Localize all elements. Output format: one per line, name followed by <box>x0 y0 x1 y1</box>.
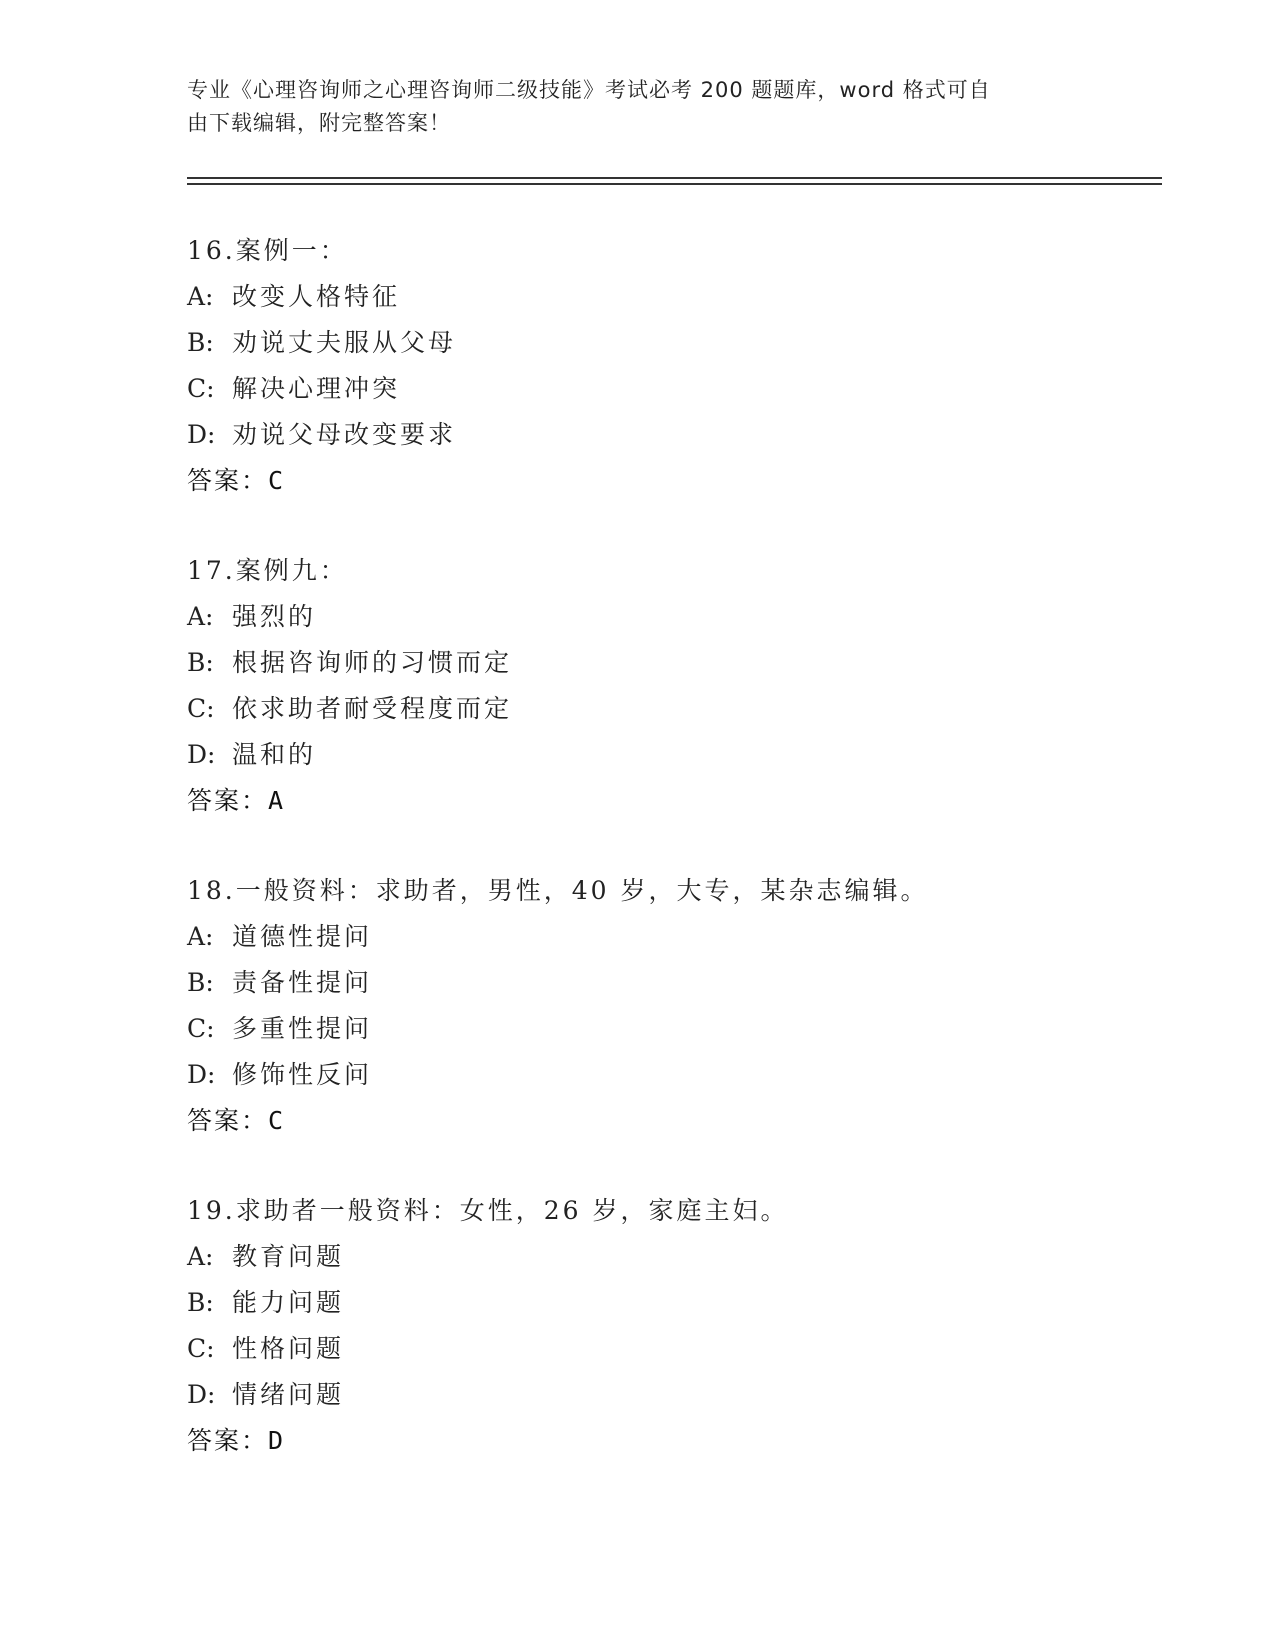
option-letter: D: <box>187 1060 216 1089</box>
option-letter: B: <box>187 648 214 677</box>
option-text: 依求助者耐受程度而定 <box>232 694 513 723</box>
option-text: 能力问题 <box>232 1288 345 1317</box>
option-text: 解决心理冲突 <box>232 374 401 403</box>
option-a <box>187 594 1167 640</box>
answer-value: A <box>268 786 284 815</box>
question-18 <box>187 868 1167 1144</box>
answer-label: 答案： <box>187 786 269 815</box>
header-divider-bottom <box>187 183 1162 185</box>
option-d <box>187 412 1167 458</box>
option-letter: D: <box>187 1380 216 1409</box>
header-line-2: 由下载编辑，附完整答案！ <box>187 111 451 135</box>
document-header <box>187 74 1067 140</box>
option-letter: C: <box>187 374 215 403</box>
option-b <box>187 320 1167 366</box>
option-letter: C: <box>187 1334 215 1363</box>
answer-label: 答案： <box>187 466 269 495</box>
question-17 <box>187 548 1167 824</box>
option-text: 劝说丈夫服从父母 <box>232 328 457 357</box>
option-letter: A: <box>187 282 214 311</box>
option-d <box>187 1052 1167 1098</box>
answer-line <box>187 1418 1167 1464</box>
answer-value: D <box>268 1426 284 1455</box>
answer-label: 答案： <box>187 1106 269 1135</box>
option-text: 改变人格特征 <box>232 282 401 311</box>
question-stem: 18.一般资料：求助者，男性，40 岁，大专，某杂志编辑。 <box>187 876 929 905</box>
option-letter: A: <box>187 1242 214 1271</box>
option-text: 根据咨询师的习惯而定 <box>232 648 513 677</box>
answer-line <box>187 458 1167 504</box>
option-text: 道德性提问 <box>232 922 373 951</box>
answer-value: C <box>268 1106 284 1135</box>
option-text: 修饰性反问 <box>232 1060 373 1089</box>
option-letter: D: <box>187 420 216 449</box>
answer-line <box>187 1098 1167 1144</box>
option-letter: A: <box>187 922 214 951</box>
header-divider-top <box>187 177 1162 179</box>
option-c <box>187 686 1167 732</box>
answer-line <box>187 778 1167 824</box>
option-a <box>187 1234 1167 1280</box>
option-d <box>187 732 1167 778</box>
option-letter: A: <box>187 602 214 631</box>
option-text: 强烈的 <box>232 602 317 631</box>
option-a <box>187 914 1167 960</box>
option-c <box>187 1006 1167 1052</box>
answer-value: C <box>268 466 284 495</box>
question-16 <box>187 228 1167 504</box>
option-b <box>187 960 1167 1006</box>
option-letter: B: <box>187 328 214 357</box>
option-letter: C: <box>187 1014 215 1043</box>
option-text: 教育问题 <box>232 1242 345 1271</box>
option-letter: B: <box>187 1288 214 1317</box>
option-text: 责备性提问 <box>232 968 373 997</box>
question-stem: 17.案例九： <box>187 556 348 585</box>
option-text: 多重性提问 <box>232 1014 373 1043</box>
header-line-1: 专业《心理咨询师之心理咨询师二级技能》考试必考 200 题题库，word 格式可自 <box>187 78 991 102</box>
option-letter: B: <box>187 968 214 997</box>
option-b <box>187 1280 1167 1326</box>
option-a <box>187 274 1167 320</box>
question-stem: 16.案例一： <box>187 236 348 265</box>
option-text: 性格问题 <box>232 1334 345 1363</box>
option-text: 劝说父母改变要求 <box>232 420 457 449</box>
question-stem: 19.求助者一般资料：女性，26 岁，家庭主妇。 <box>187 1196 789 1225</box>
option-b <box>187 640 1167 686</box>
option-text: 情绪问题 <box>232 1380 345 1409</box>
question-19 <box>187 1188 1167 1464</box>
option-letter: C: <box>187 694 215 723</box>
option-c <box>187 366 1167 412</box>
answer-label: 答案： <box>187 1426 269 1455</box>
option-c <box>187 1326 1167 1372</box>
option-letter: D: <box>187 740 216 769</box>
option-d <box>187 1372 1167 1418</box>
option-text: 温和的 <box>232 740 317 769</box>
